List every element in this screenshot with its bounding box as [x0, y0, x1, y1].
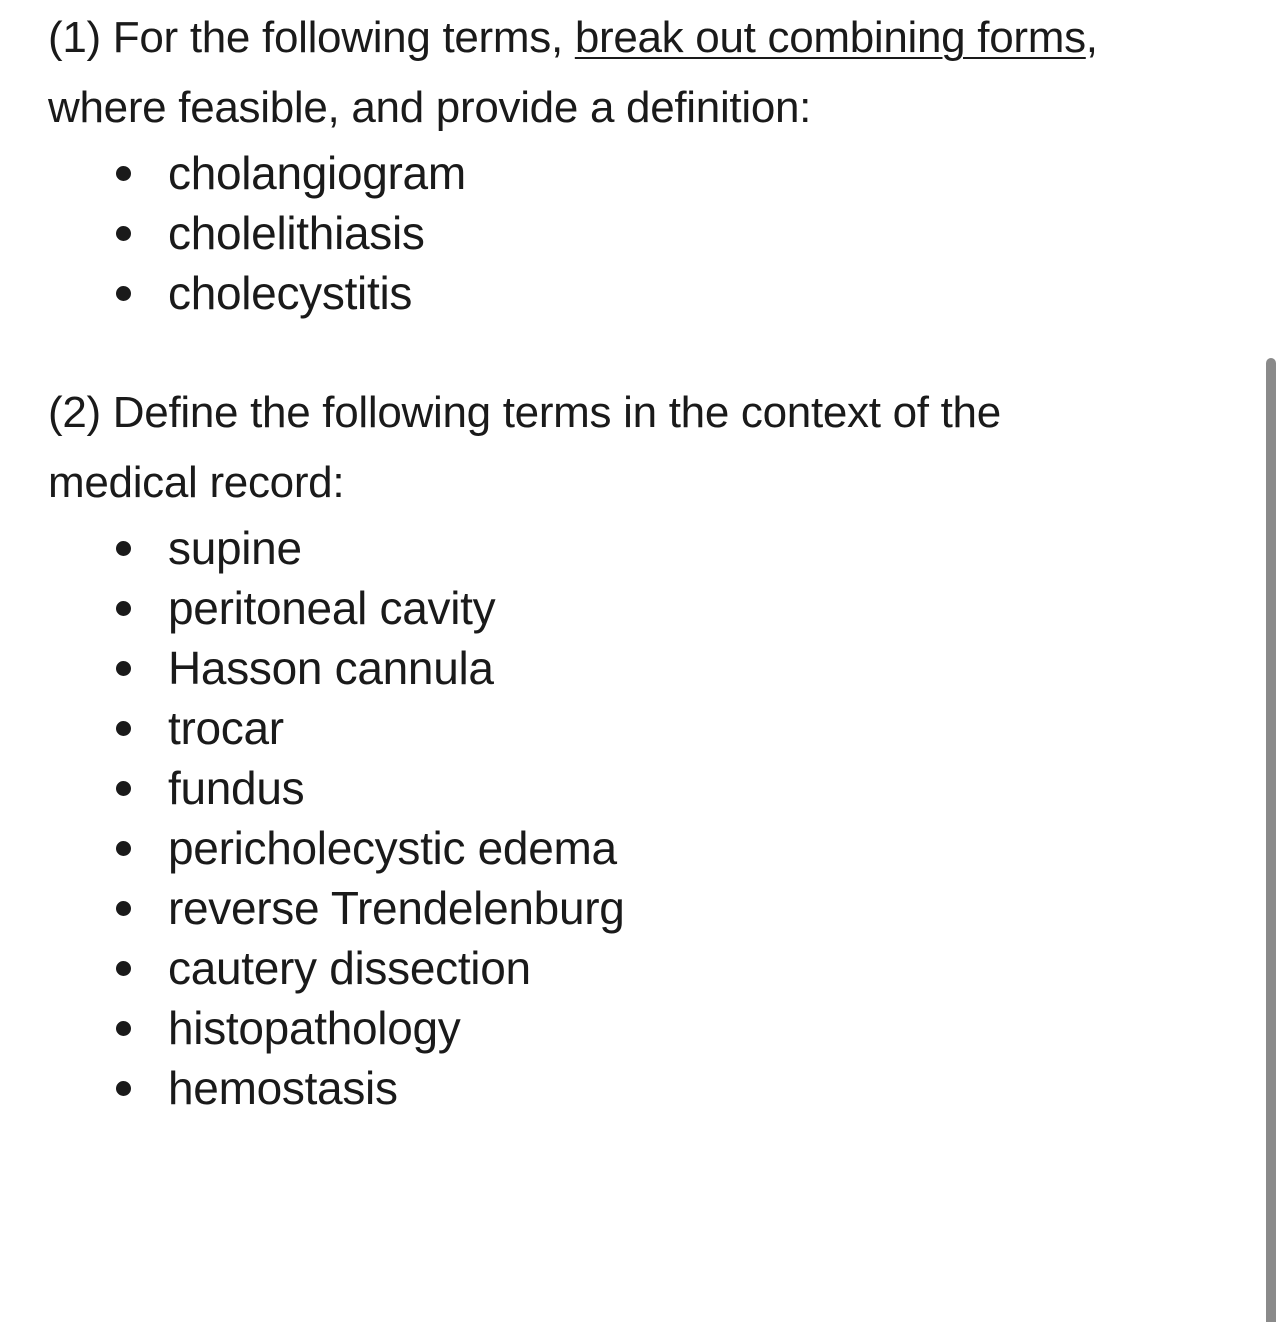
bullet-icon: [116, 1081, 131, 1096]
term-label: hemostasis: [168, 1062, 398, 1114]
question-1-prompt: [48, 3, 1248, 143]
list-item: [48, 638, 1248, 698]
combining-forms-emphasis: break out combining forms: [574, 13, 1086, 62]
question-1-suffix: ,: [1085, 13, 1098, 62]
question-1-prefix: (1) For the following terms,: [48, 13, 575, 62]
list-item: [48, 998, 1248, 1058]
list-item: [48, 143, 1248, 203]
term-label: cholangiogram: [168, 147, 466, 199]
list-item: [48, 1058, 1248, 1118]
bullet-icon: [116, 961, 131, 976]
list-item: [48, 518, 1248, 578]
document-content: [48, 0, 1248, 1118]
term-label: reverse Trendelenburg: [168, 882, 625, 934]
question-1-line-2: where feasible, and provide a definition:: [48, 83, 812, 132]
bullet-icon: [116, 661, 131, 676]
term-label: Hasson cannula: [168, 642, 494, 694]
bullet-icon: [116, 226, 131, 241]
bullet-icon: [116, 721, 131, 736]
list-item: [48, 203, 1248, 263]
list-item: [48, 758, 1248, 818]
scrollbar-thumb[interactable]: [1266, 358, 1276, 1322]
bullet-icon: [116, 901, 131, 916]
term-label: peritoneal cavity: [168, 582, 496, 634]
list-item: [48, 938, 1248, 998]
question-2-line-1: (2) Define the following terms in the context of the: [48, 388, 1001, 437]
bullet-icon: [116, 781, 131, 796]
list-item: [48, 878, 1248, 938]
term-label: cautery dissection: [168, 942, 531, 994]
bullet-icon: [116, 541, 131, 556]
bullet-icon: [116, 601, 131, 616]
bullet-icon: [116, 166, 131, 181]
question-2-term-list: [48, 518, 1248, 1118]
term-label: cholecystitis: [168, 267, 413, 319]
list-item: [48, 263, 1248, 323]
term-label: histopathology: [168, 1002, 461, 1054]
term-label: fundus: [168, 762, 305, 814]
question-2-prompt: [48, 378, 1248, 518]
term-label: supine: [168, 522, 302, 574]
term-label: pericholecystic edema: [168, 822, 617, 874]
question-2-line-2: medical record:: [48, 458, 345, 507]
question-1-term-list: [48, 143, 1248, 323]
list-item: [48, 698, 1248, 758]
term-label: cholelithiasis: [168, 207, 425, 259]
list-item: [48, 818, 1248, 878]
list-item: [48, 578, 1248, 638]
bullet-icon: [116, 1021, 131, 1036]
bullet-icon: [116, 286, 131, 301]
bullet-icon: [116, 841, 131, 856]
term-label: trocar: [168, 702, 284, 754]
